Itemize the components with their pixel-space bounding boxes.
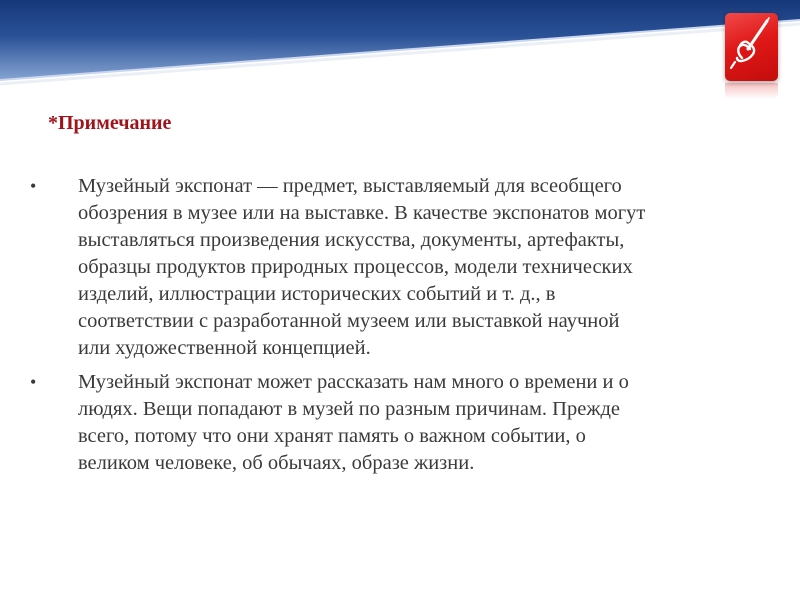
logo-reflection [725, 83, 778, 99]
text-line: всего, потому что они хранят память о важном событии, о [78, 425, 586, 447]
text-line: соответствии с разработанной музеем или выставкой научной [78, 310, 620, 332]
text-line: людях. Вещи попадают в музей по разным причинам. Прежде [78, 398, 621, 420]
bullet-list [30, 173, 750, 484]
text-line: великом человеке, об обычаях, образе жизни. [78, 452, 475, 474]
text-line: образцы продуктов природных процессов, модели технических [78, 256, 633, 278]
bullet-item [30, 173, 750, 362]
bullet-item [30, 369, 750, 477]
header-band [0, 0, 800, 130]
text-line: Музейный экспонат может рассказать нам много о времени и о [78, 371, 629, 393]
bullet-marker: • [30, 372, 37, 392]
bullet-text [78, 369, 629, 477]
text-line: выставляться произведения искусства, документы, артефакты, [78, 229, 625, 251]
text-line: обозрения в музее или на выставке. В качестве экспонатов могут [78, 202, 646, 224]
header-blue-shape [0, 0, 800, 80]
note-title: *Примечание [48, 112, 172, 134]
bullet-text [78, 173, 645, 362]
bullet-marker: • [30, 176, 37, 196]
hand-with-pen-icon [725, 13, 778, 81]
text-line: изделий, иллюстрации исторических событий и т. д., в [78, 283, 556, 305]
logo-badge [725, 13, 778, 81]
text-line: или художественной концепцией. [78, 337, 371, 359]
text-line: Музейный экспонат — предмет, выставляемый для всеобщего [78, 175, 622, 197]
